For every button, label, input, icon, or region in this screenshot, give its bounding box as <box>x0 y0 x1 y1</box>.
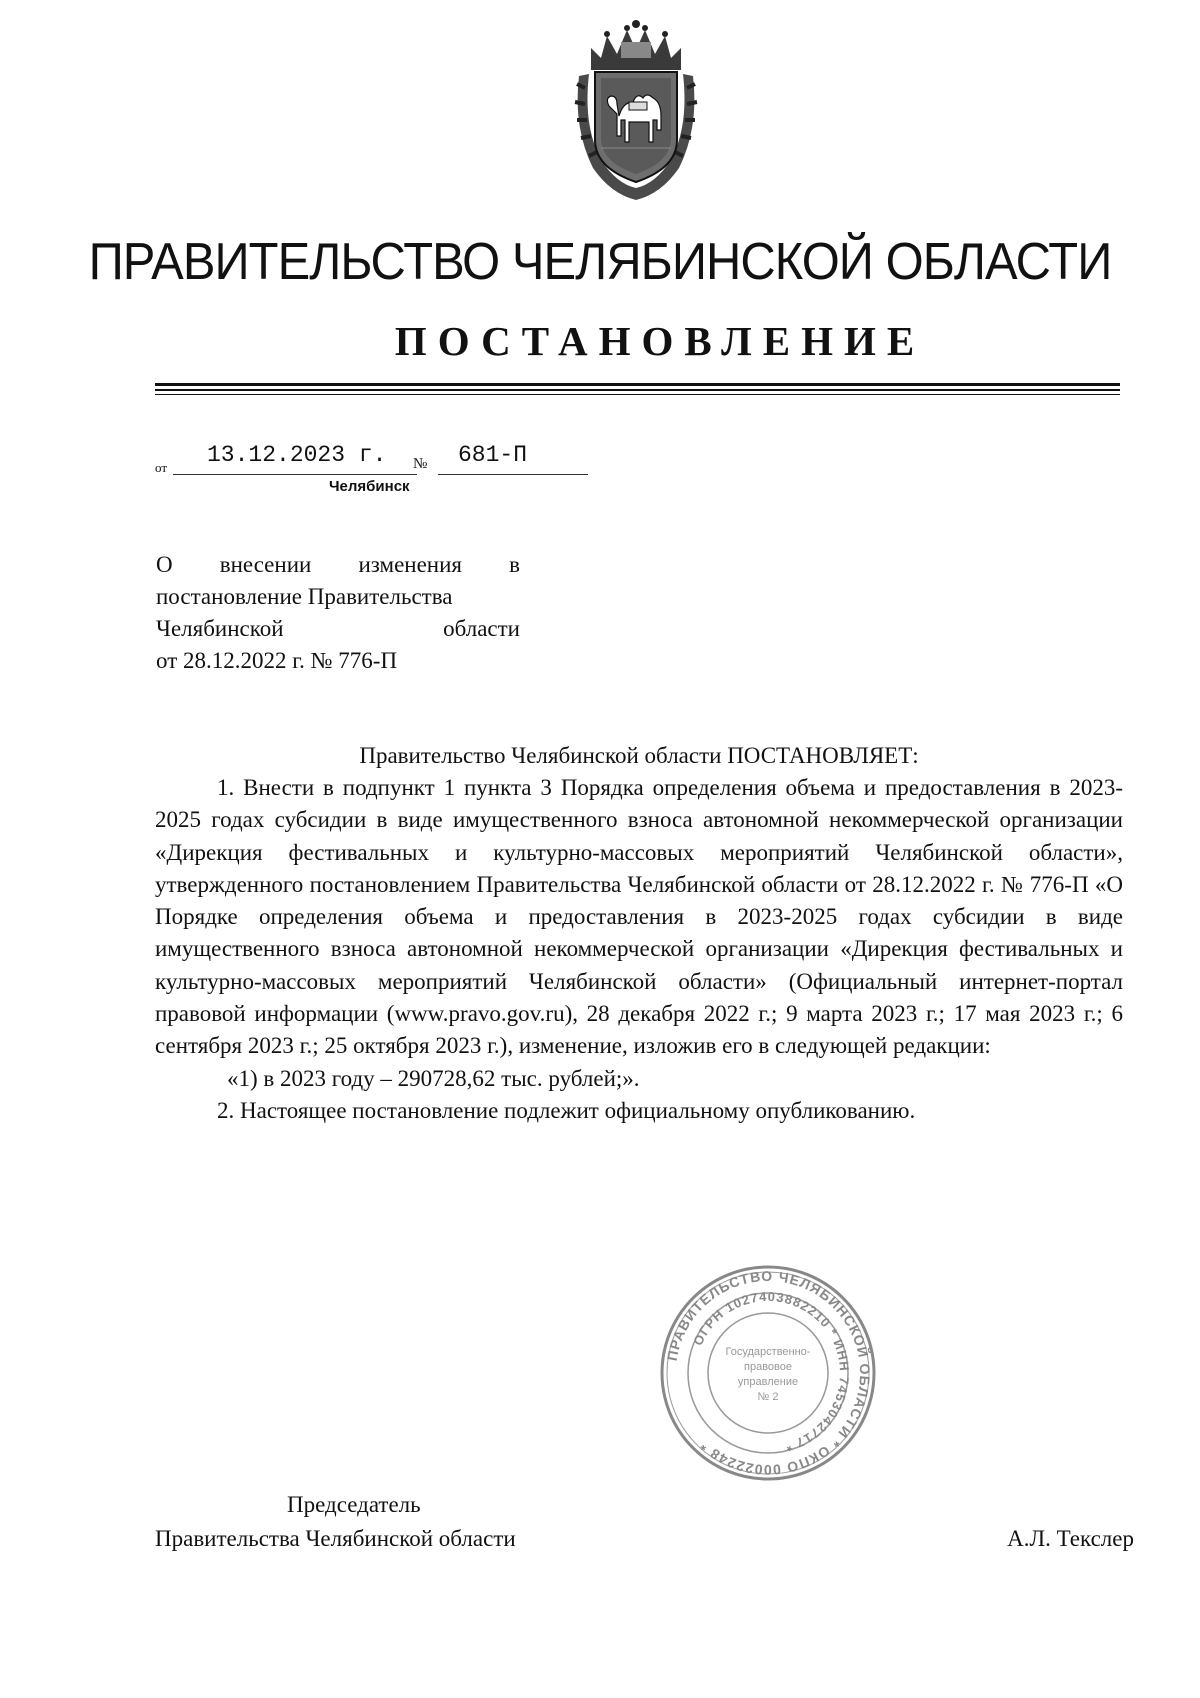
subject-line: от 28.12.2022 г. № 776-П <box>156 648 398 673</box>
government-title: ПРАВИТЕЛЬСТВО ЧЕЛЯБИНСКОЙ ОБЛАСТИ <box>88 233 1112 291</box>
signer-name: А.Л. Текслер <box>1007 1526 1134 1551</box>
amendment-quote: «1) в 2023 году – 290728,62 тыс. рублей;». <box>227 1065 640 1091</box>
signer-position-line: Правительства Челябинской области <box>155 1526 516 1551</box>
subject-line: постановление Правительства <box>156 584 453 609</box>
coat-of-arms-emblem <box>571 18 701 204</box>
subject-line: О внесении изменения в <box>156 552 520 577</box>
preamble: Правительство Челябинской области ПОСТАНОВЛЯЕТ: <box>359 743 919 768</box>
stamp-center-line: № 2 <box>757 1391 779 1403</box>
stamp-center-line: Государственно- <box>725 1346 811 1358</box>
date-underline <box>173 474 417 475</box>
stamp-center-line: управление <box>737 1376 799 1388</box>
city-label: Челябинск <box>329 478 410 495</box>
paragraph-1: 1. Внести в подпункт 1 пункта 3 Порядка определения объема и предоставления в 2023-2025 годах субсидии в виде имущественного взноса автономной некоммерческой организации «Дирекция фестивальных и культурно-массовых мероприятий Челябинской области», утвержденного постановлением Правительства Челябинской области от 28.12.2022 г. № 776-П «О Порядке определения объема и предоставления в 2023-2025 годах субсидии в виде имущественного взноса автономной некоммерческой организации «Дирекция фестивальных и культурно-массовых мероприятий Челябинской области» (Официальный интернет-портал правовой информации (www.pravo.gov.ru), 28 декабря 2022 г.; 9 марта 2023 г.; 17 мая 2023 г.; 6 сентября 2023 г.; 25 октября 2023 г.), изменение, изложив его в следующей редакции: <box>155 775 1123 1059</box>
official-stamp <box>658 1263 878 1483</box>
signer-position <box>155 1488 615 1556</box>
document-type-heading: ПОСТАНОВЛЕНИЕ <box>394 318 926 364</box>
header-rule-mid <box>155 389 1120 391</box>
number-underline <box>438 474 588 475</box>
stamp-inner-text: ОГРН 1027403882210 * ИНН 7453042717 * <box>690 1288 853 1455</box>
document-body <box>155 772 1123 1127</box>
date-prefix-label: от <box>155 460 168 475</box>
header-rule-thick <box>155 383 1120 386</box>
header-rule-thin <box>155 394 1120 395</box>
stamp-center-line: правовое <box>744 1361 792 1373</box>
signer-position-line: Председатель <box>287 1492 421 1517</box>
stamp-outer-text: ПРАВИТЕЛЬСТВО ЧЕЛЯБИНСКОЙ ОБЛАСТИ * ОКПО 00022248 * <box>663 1267 874 1479</box>
document-number: 681-П <box>458 442 528 468</box>
document-subject <box>156 549 520 677</box>
subject-line: Челябинской области <box>156 616 520 641</box>
number-prefix-label: № <box>413 456 428 472</box>
document-date: 13.12.2023 г. <box>207 442 387 468</box>
document-date-number-row <box>155 442 595 482</box>
paragraph-2: 2. Настоящее постановление подлежит официальному опубликованию. <box>217 1097 916 1123</box>
